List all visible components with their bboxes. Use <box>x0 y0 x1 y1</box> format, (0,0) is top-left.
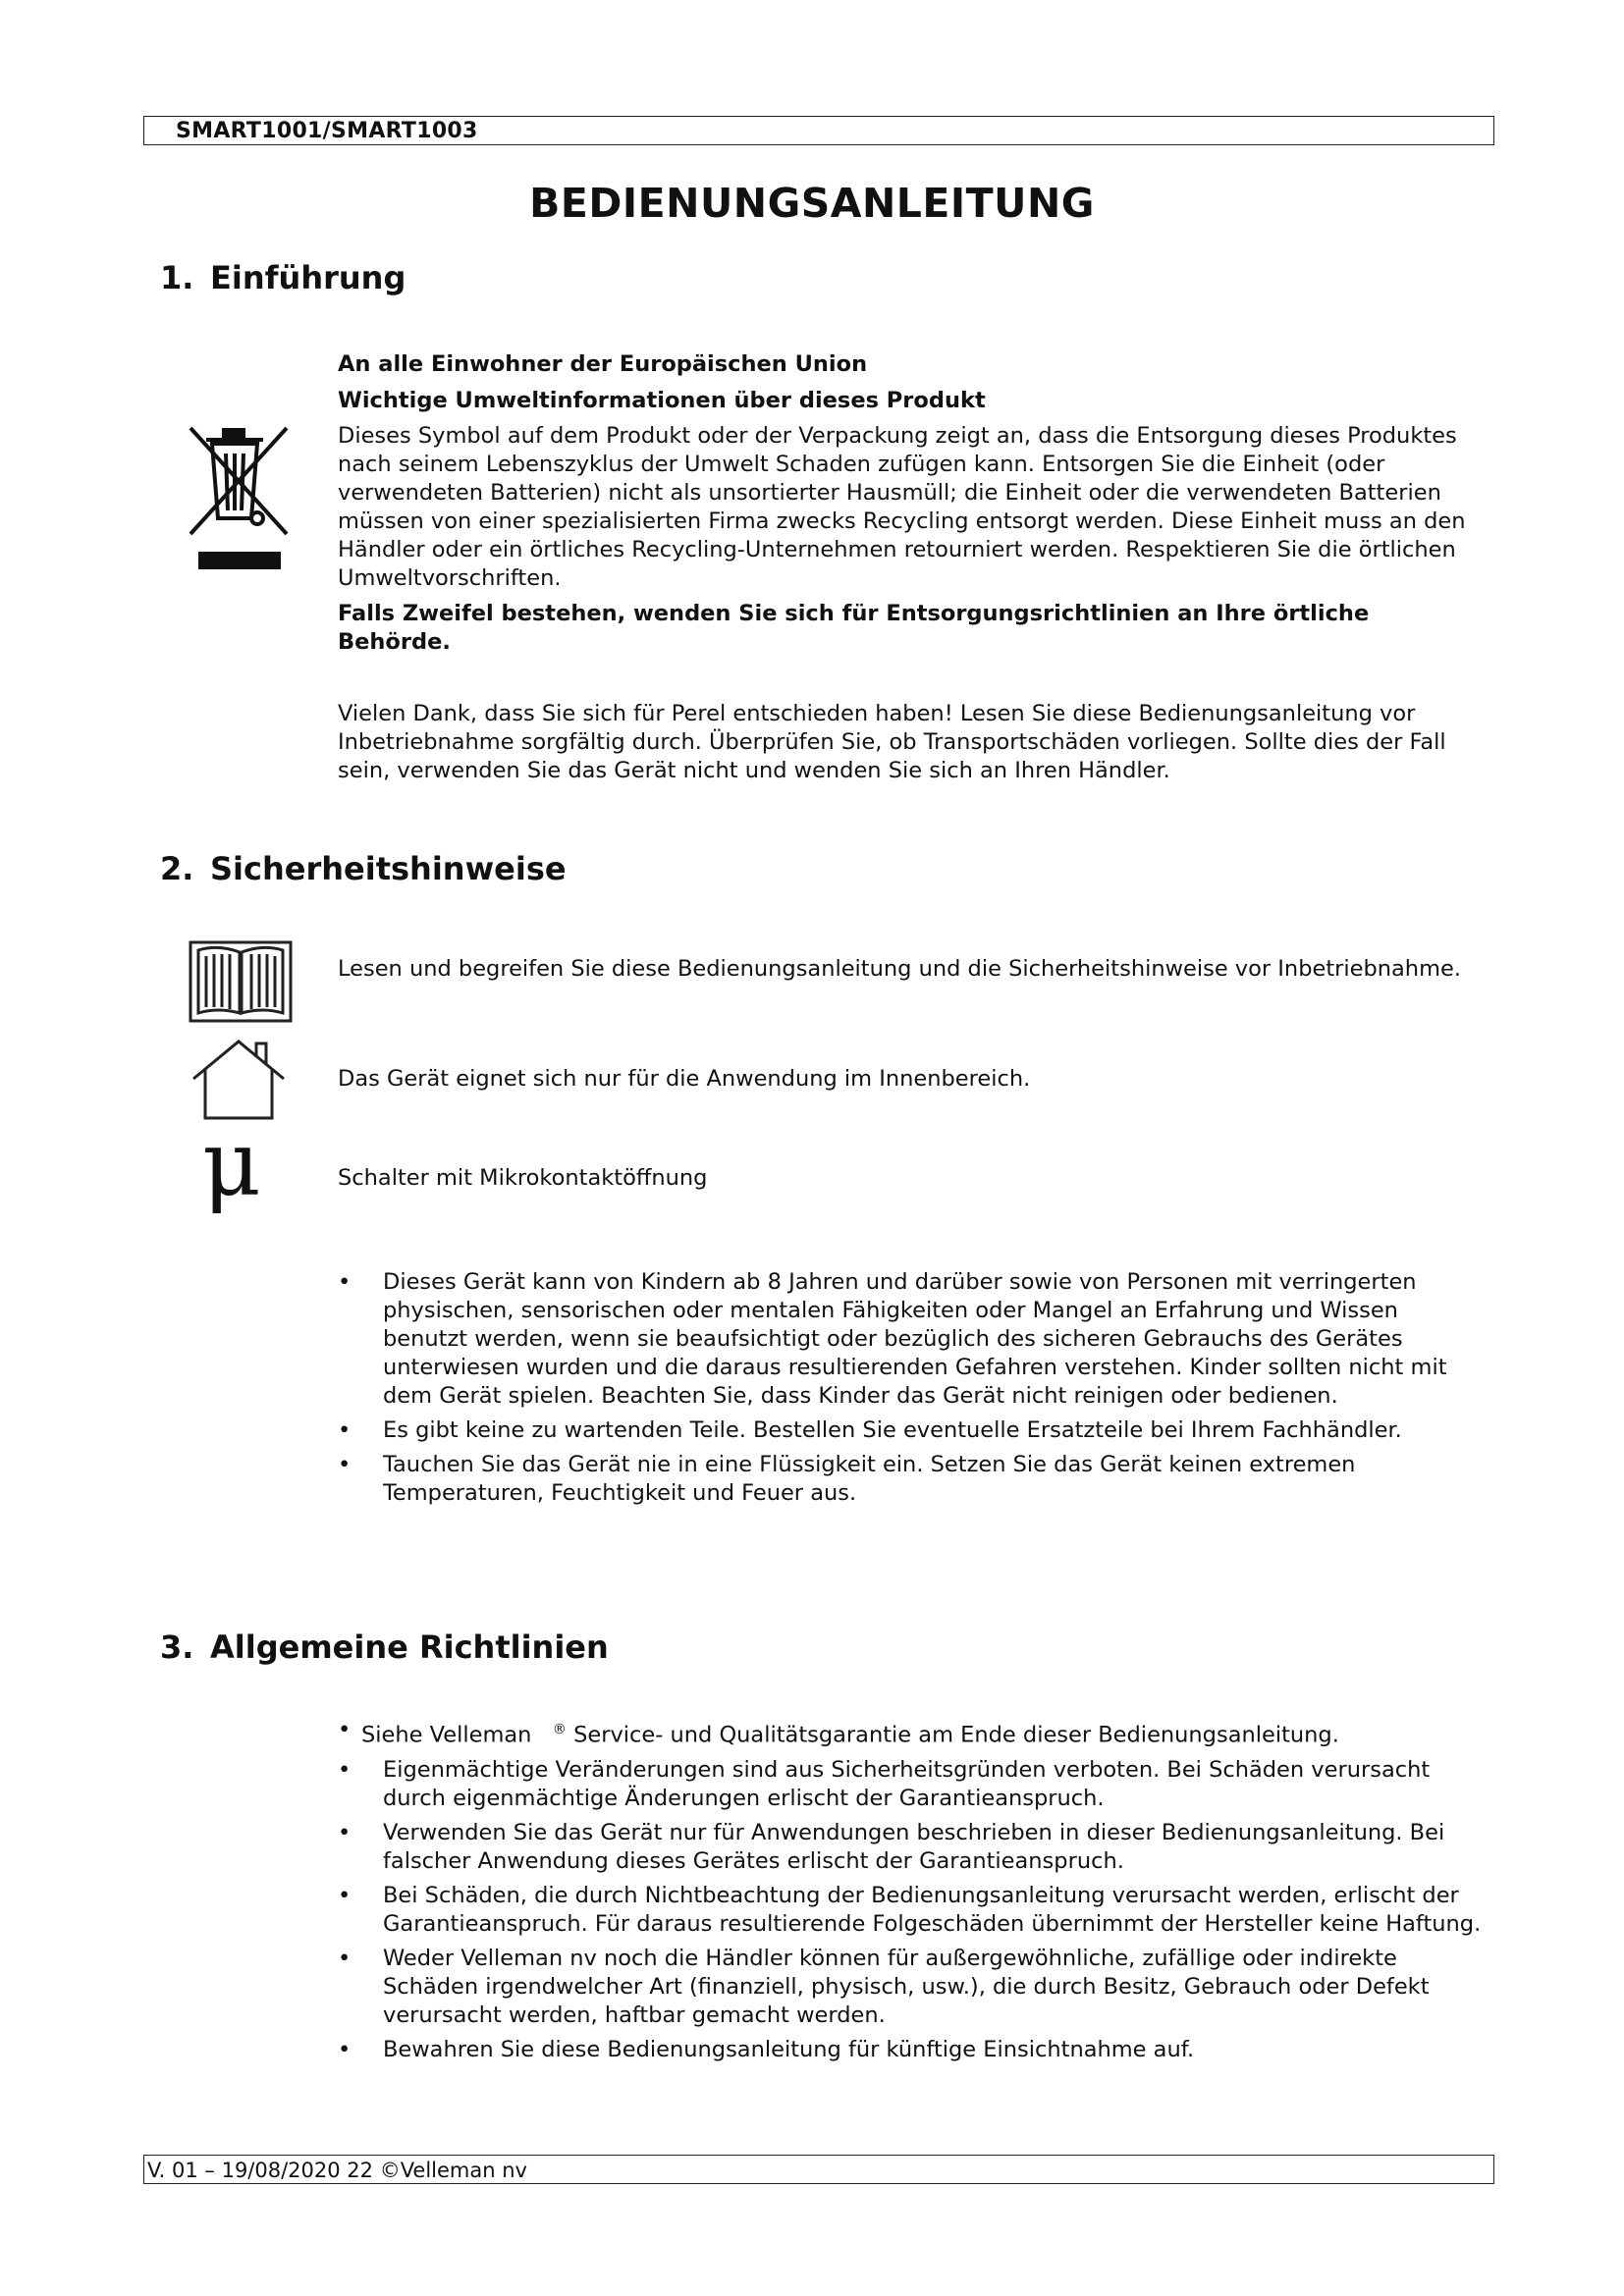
section-number: 1. <box>160 259 194 296</box>
micro-text: Schalter mit Mikrokontaktöffnung <box>338 1165 708 1191</box>
bullet: • <box>338 1882 352 1908</box>
bullet: • <box>338 1945 352 1971</box>
section-1-heading <box>160 259 406 296</box>
thanks-text: Vielen Dank, dass Sie sich für Perel entschieden haben! Lesen Sie diese Bedienungsanleitung vor Inbetriebnahme sorgfältig durch. Überprüfen Sie, ob Transportschäden vorliegen. Sollte dies der Fall sein, verwenden Sie das Gerät nicht und wenden Sie sich an Ihren Händler. <box>338 701 1446 783</box>
crossed-bin-icon <box>185 424 295 585</box>
indoor-text: Das Gerät eignet sich nur für die Anwendung im Innenbereich. <box>338 1066 1031 1092</box>
list-item: • Siehe Velleman ® Service- und Qualitätsgarantie am Ende dieser Bedienungsanleitung. <box>338 1717 1339 1748</box>
list-item: • Verwenden Sie das Gerät nur für Anwendungen beschrieben in dieser Bedienungsanleitung. Bei falscher Anwendung dieses Gerätes erlischt der Garantieanspruch. <box>338 1819 1445 1874</box>
footer-text: V. 01 – 19/08/2020 22 ©Velleman nv <box>147 2159 527 2182</box>
page-header <box>143 116 1494 145</box>
section-title: Einführung <box>210 259 406 296</box>
list-item: • Bei Schäden, die durch Nichtbeachtung der Bedienungsanleitung verursacht werden, erlischt der Garantieanspruch. Für daraus resultierende Folgeschäden übernimmt der Hersteller keine Haftung. <box>338 1882 1482 1937</box>
env-heading: Wichtige Umweltinformationen über dieses Produkt <box>338 388 986 413</box>
bullet: • <box>338 1269 352 1295</box>
bullet: • <box>338 1819 352 1845</box>
document-title: BEDIENUNGSANLEITUNG <box>529 180 1095 227</box>
book-icon <box>189 940 293 1027</box>
list-item: • Weder Velleman nv noch die Händler können für außergewöhnliche, zufällige oder indirekte Schäden irgendwelcher Art (finanziell, physisch, usw.), die durch Besitz, Gebrauch oder Defekt verursacht werden, haftbar gemacht werden. <box>338 1945 1430 2028</box>
list-item: • Dieses Gerät kann von Kindern ab 8 Jahren und darüber sowie von Personen mit verringerten physischen, sensorischen oder mentalen Fähigkeiten oder Mangel an Erfahrung und Wissen benutzt werden, wenn sie beaufsichtigt oder bezüglich des sicheren Gebrauchs des Gerätes unterwiesen wurden und die daraus resultierenden Gefahren verstehen. Kinder sollten nicht mit dem Gerät spielen. Beachten Sie, dass Kinder das Gerät nicht reinigen oder bedienen. <box>338 1269 1447 1409</box>
list-item: • Eigenmächtige Veränderungen sind aus Sicherheitsgründen verboten. Bei Schäden verursacht durch eigenmächtige Änderungen erlischt der Garantieanspruch. <box>338 1756 1431 1811</box>
page-footer <box>143 2155 1494 2184</box>
micro-contact-icon: μ <box>202 1111 261 1216</box>
section-2-heading <box>160 850 567 887</box>
guidelines-bullet-list <box>338 1716 1487 2070</box>
section-number: 2. <box>160 850 194 887</box>
env-text: Dieses Symbol auf dem Produkt oder der Verpackung zeigt an, dass die Entsorgung dieses Produktes nach seinem Lebenszyklus der Umwelt Schaden zufügen kann. Entsorgen Sie die Einheit (oder verwendeten Batterien) nicht als unsortierter Hausmüll; die Einheit oder die verwendeten Batterien müssen von einer spezialisierten Firma zwecks Recycling entsorgt werden. Diese Einheit muss an den Händler oder ein örtliches Recycling-Unternehmen retourniert werden. Respektieren Sie die örtlichen Umweltvorschriften. <box>338 423 1466 591</box>
bullet: • <box>338 1452 352 1477</box>
bullet: • <box>338 2036 352 2062</box>
bullet: • <box>338 1417 352 1443</box>
list-item: • Bewahren Sie diese Bedienungsanleitung für künftige Einsichtnahme auf. <box>338 2036 1195 2062</box>
section-title: Allgemeine Richtlinien <box>210 1629 609 1666</box>
section-3-heading <box>160 1629 609 1666</box>
list-item: • Es gibt keine zu wartenden Teile. Bestellen Sie eventuelle Ersatzteile bei Ihrem Fachhändler. <box>338 1417 1402 1443</box>
registered-mark: ® <box>552 1722 567 1737</box>
safety-bullet-list <box>338 1268 1487 1514</box>
section-title: Sicherheitshinweise <box>210 850 567 887</box>
eu-heading: An alle Einwohner der Europäischen Union <box>338 351 868 377</box>
doubt-text: Falls Zweifel bestehen, wenden Sie sich für Entsorgungsrichtlinien an Ihre örtliche Behörde. <box>338 601 1370 655</box>
model-number: SMART1001/SMART1003 <box>176 119 478 143</box>
bullet: • <box>338 1717 352 1742</box>
bullet: • <box>338 1756 352 1783</box>
read-manual-text: Lesen und begreifen Sie diese Bedienungsanleitung und die Sicherheitshinweise vor Inbetriebnahme. <box>338 956 1461 982</box>
section-number: 3. <box>160 1629 194 1666</box>
list-item: • Tauchen Sie das Gerät nie in eine Flüssigkeit ein. Setzen Sie das Gerät keinen extremen Temperaturen, Feuchtigkeit und Feuer aus. <box>338 1452 1356 1506</box>
